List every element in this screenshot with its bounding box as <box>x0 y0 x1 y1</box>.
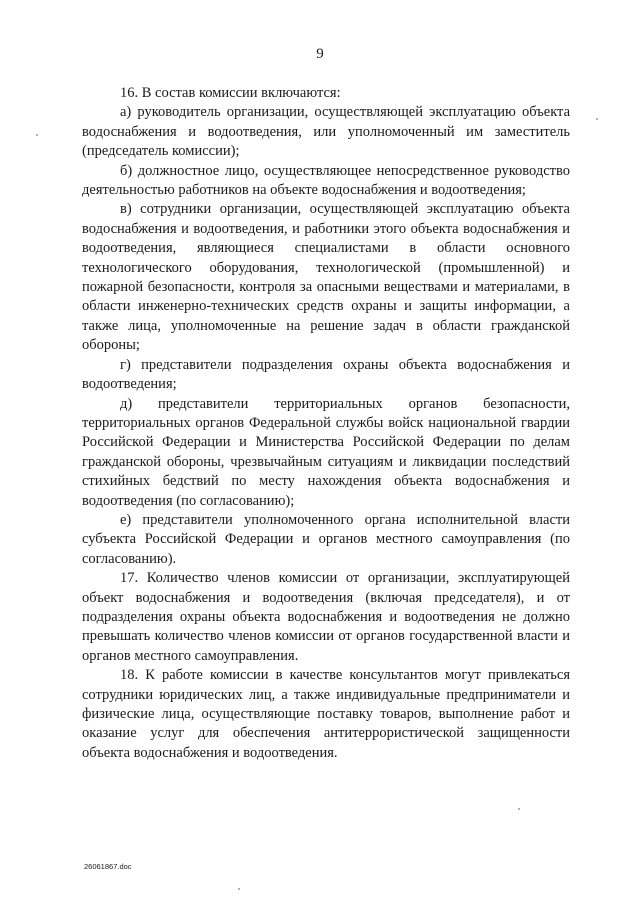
paragraph-18: 18. К работе комиссии в качестве консультантов могут привлекаться сотрудники юридических лиц, а также индивидуальные предприниматели и физические лица, осуществляющие поставку товаров, выполнение работ и оказание услуг для обеспечения антитеррористической защищенности объекта водоснабжения и водоотведения. <box>82 667 570 761</box>
paragraph-16b: б) должностное лицо, осуществляющее непосредственное руководство деятельностью работников на объекте водоснабжения и водоотведения; <box>82 162 570 199</box>
paragraph-16d: д) представители территориальных органов безопасности, территориальных органов Федеральной службы войск национальной гвардии Российской Федерации и Министерства Российской Федерации по делам гражданской обороны, чрезвычайным ситуациям и ликвидации последствий стихийных бедствий по месту нахождения объекта водоснабжения и водоотведения (по согласованию); <box>82 395 570 509</box>
paragraph-16e: е) представители уполномоченного органа исполнительной власти субъекта Российской Федерации и органов местного самоуправления (по согласованию). <box>82 511 570 567</box>
paragraph-16a: а) руководитель организации, осуществляющей эксплуатацию объекта водоснабжения и водоотведения, или уполномоченный им заместитель (председатель комиссии); <box>82 104 570 160</box>
paragraph-16g: г) представители подразделения охраны объекта водоснабжения и водоотведения; <box>82 356 570 393</box>
page-number: 9 <box>316 46 324 62</box>
scan-speck <box>36 134 38 136</box>
paragraph-16v: в) сотрудники организации, осуществляющей эксплуатацию объекта водоснабжения и водоотведения, и работники этого объекта водоснабжения и водоотведения, являющиеся специалистами в области основного технологического оборудования, технологической (промышленной) и пожарной безопасности, контроля за опасными веществами и материалами, в области инженерно-технических средств охраны и защиты информации, а также лица, уполномоченные на решение задач в области гражданской обороны; <box>82 201 570 354</box>
footer-filename: 26061867.doc <box>84 862 132 871</box>
scan-speck <box>596 118 598 120</box>
paragraph-17: 17. Количество членов комиссии от организации, эксплуатирующей объект водоснабжения и водоотведения (включая председателя), и от подразделения охраны объекта водоснабжения и водоотведения не должно превышать количество членов комиссии от органов государственной власти и органов местного самоуправления. <box>82 570 570 664</box>
scan-speck <box>518 808 520 810</box>
scan-speck <box>238 888 240 890</box>
paragraph-16-heading: 16. В состав комиссии включаются: <box>120 85 341 101</box>
document-body <box>82 84 570 763</box>
